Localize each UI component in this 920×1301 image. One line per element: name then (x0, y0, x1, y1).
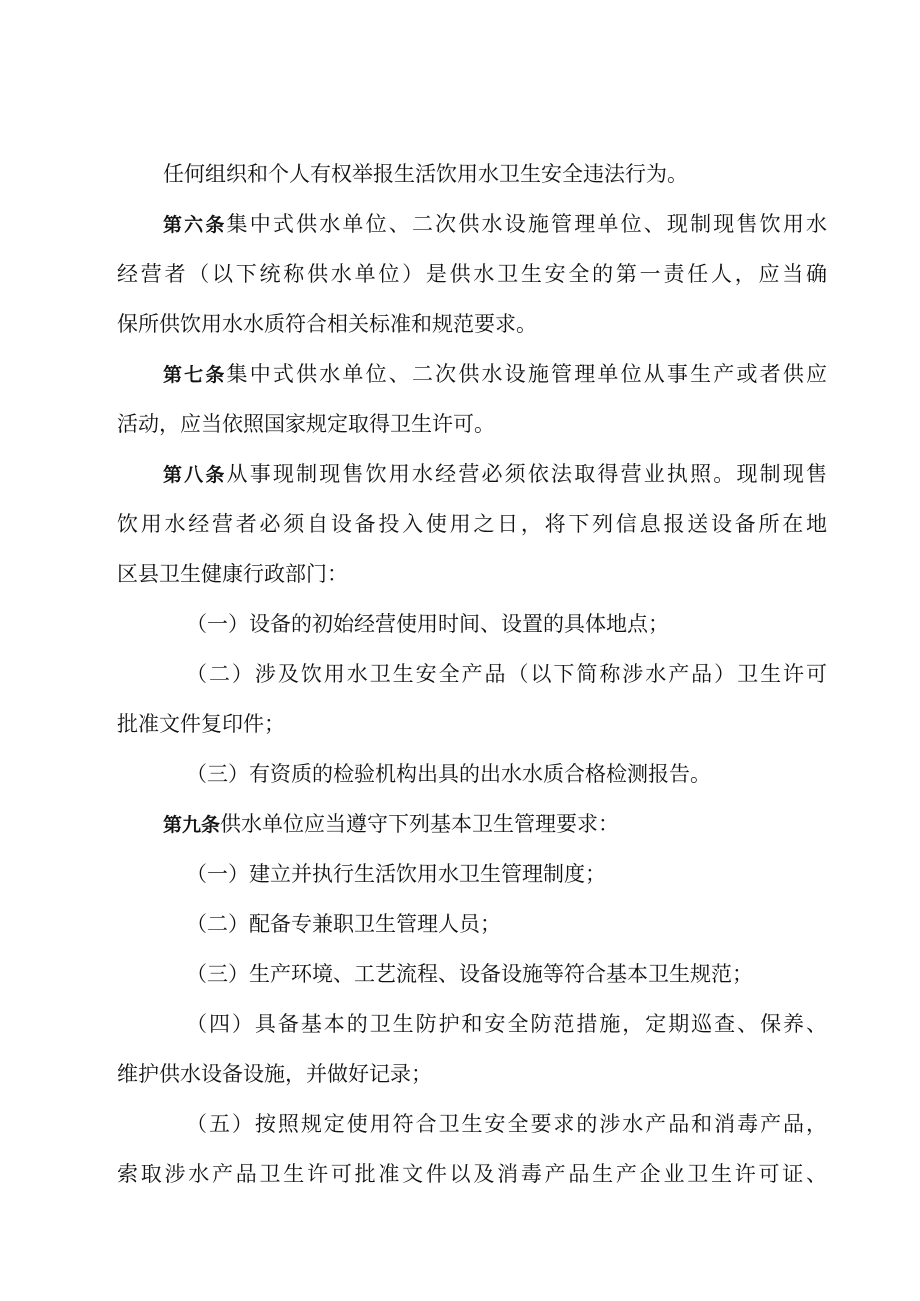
text: 批准文件复印件； (117, 712, 285, 736)
article-8-item-3 (186, 760, 827, 788)
text: 集中式供水单位、二次供水设施管理单位从事生产或者供应 (226, 362, 827, 386)
article-6-line-2 (117, 260, 827, 288)
article-number: 第九条 (163, 814, 221, 836)
article-number: 第七条 (163, 364, 227, 386)
text: 区县卫生健康行政部门： (117, 562, 348, 586)
article-8-item-2-line-1 (186, 660, 827, 688)
article-8-line-3 (117, 560, 827, 588)
text: （一）建立并执行生活饮用水卫生管理制度； (186, 862, 606, 886)
article-number: 第八条 (163, 464, 227, 486)
article-9-item-5-line-2 (117, 1160, 827, 1188)
article-7-line-1 (163, 360, 827, 389)
text: （三）有资质的检验机构出具的出水水质合格检测报告。 (186, 762, 711, 786)
text: （五）按照规定使用符合卫生安全要求的涉水产品和消毒产品， (186, 1112, 827, 1136)
article-8-item-1 (186, 610, 827, 638)
text: 经营者（以下统称供水单位）是供水卫生安全的第一责任人，应当确 (117, 262, 827, 286)
text: 维护供水设备设施，并做好记录； (117, 1062, 432, 1086)
text: 任何组织和个人有权举报生活饮用水卫生安全违法行为。 (163, 162, 688, 186)
article-7-line-2 (117, 410, 827, 438)
text: （四）具备基本的卫生防护和安全防范措施，定期巡查、保养、 (186, 1012, 827, 1036)
article-6-line-3 (117, 310, 827, 338)
text: （一）设备的初始经营使用时间、设置的具体地点； (186, 612, 669, 636)
text: 供水单位应当遵守下列基本卫生管理要求： (220, 812, 620, 836)
text: （三）生产环境、工艺流程、设备设施等符合基本卫生规范； (186, 962, 753, 986)
article-6-line-1 (163, 210, 827, 239)
article-number: 第六条 (163, 214, 227, 236)
text: 集中式供水单位、二次供水设施管理单位、现制现售饮用水 (226, 212, 827, 236)
text: 从事现制现售饮用水经营必须依法取得营业执照。现制现售 (226, 462, 827, 486)
article-9-item-1 (186, 860, 827, 888)
paragraph-report-violations (163, 160, 827, 188)
text: （二）涉及饮用水卫生安全产品（以下简称涉水产品）卫生许可 (186, 662, 827, 686)
text: 索取涉水产品卫生许可批准文件以及消毒产品生产企业卫生许可证、 (117, 1162, 827, 1186)
text: 饮用水经营者必须自设备投入使用之日，将下列信息报送设备所在地 (117, 512, 827, 536)
article-9-line-1 (163, 810, 827, 839)
article-9-item-3 (186, 960, 827, 988)
article-9-item-4-line-1 (186, 1010, 827, 1038)
article-9-item-4-line-2 (117, 1060, 827, 1088)
text: 活动，应当依照国家规定取得卫生许可。 (117, 412, 495, 436)
article-8-line-2 (117, 510, 827, 538)
text: （二）配备专兼职卫生管理人员； (186, 912, 501, 936)
article-8-item-2-line-2 (117, 710, 827, 738)
article-8-line-1 (163, 460, 827, 489)
text: 保所供饮用水水质符合相关标准和规范要求。 (117, 312, 537, 336)
article-9-item-5-line-1 (186, 1110, 827, 1138)
article-9-item-2 (186, 910, 827, 938)
